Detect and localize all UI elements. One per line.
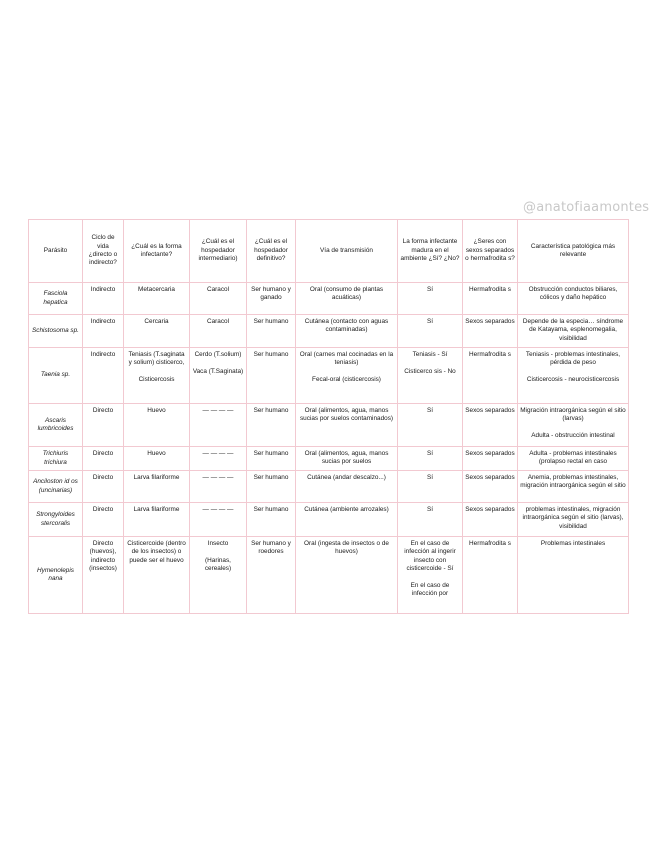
table-row: [29, 503, 629, 537]
table-cell: Metacercaria: [124, 283, 190, 315]
table-cell: Teniasis (T.saginata y solium) cisticerco, Cisticercosis: [124, 348, 190, 404]
parasite-name: Trichiuris trichiura: [29, 447, 83, 471]
header-row: [29, 220, 629, 283]
table-cell: Huevo: [124, 447, 190, 471]
table-cell: Caracol: [190, 315, 247, 348]
table-cell: Hermafrodita s: [463, 348, 518, 404]
table-cell: Ser humano: [247, 404, 296, 447]
header-cell: ¿Cuál es el hospedador definitivo?: [247, 220, 296, 283]
table-cell: Sí: [398, 404, 463, 447]
table-cell: Problemas intestinales: [518, 537, 629, 614]
parasite-name: Ascaris lumbricoides: [29, 404, 83, 447]
table-cell: Ser humano: [247, 447, 296, 471]
table-cell: Ser humano y roedores: [247, 537, 296, 614]
table-cell: Cutánea (andar descalzo...): [296, 471, 398, 503]
table-cell: En el caso de infección al ingerir insecto con cisticercoide - Sí En el caso de infección por: [398, 537, 463, 614]
parasite-name: Taenia sp.: [29, 348, 83, 404]
header-cell: ¿Cuál es la forma infectante?: [124, 220, 190, 283]
header-cell: Parásito: [29, 220, 83, 283]
table-cell: Adulta - problemas intestinales (prolapso rectal en caso: [518, 447, 629, 471]
table-cell: Cercaria: [124, 315, 190, 348]
parasite-name: Hymenolepis nana: [29, 537, 83, 614]
table-cell: Teniasis - problemas intestinales, pérdida de peso Cisticercosis - neurocisticercosis: [518, 348, 629, 404]
table-row: [29, 348, 629, 404]
table-cell: Sí: [398, 503, 463, 537]
table-cell: Sí: [398, 447, 463, 471]
table-cell: Cutánea (contacto con aguas contaminadas): [296, 315, 398, 348]
table-cell: — — — —: [190, 447, 247, 471]
table-cell: Obstrucción conductos biliares, cólicos y daño hepático: [518, 283, 629, 315]
table-cell: Sexos separados: [463, 471, 518, 503]
table-cell: — — — —: [190, 503, 247, 537]
table-cell: Directo: [83, 447, 124, 471]
table-cell: Directo: [83, 404, 124, 447]
header-cell: ¿Cuál es el hospedador intermediario): [190, 220, 247, 283]
table-cell: Teniasis - Sí Cisticerco sis - No: [398, 348, 463, 404]
table-cell: Cisticercoide (dentro de los insectos) o puede ser el huevo: [124, 537, 190, 614]
header-cell: La forma infectante madura en el ambiente ¿Sí? ¿No?: [398, 220, 463, 283]
table-cell: Directo (huevos), indirecto (insectos): [83, 537, 124, 614]
table-cell: Oral (carnes mal cocinadas en la teniasis) Fecal-oral (cisticercosis): [296, 348, 398, 404]
table-cell: Sexos separados: [463, 404, 518, 447]
table-cell: Indirecto: [83, 348, 124, 404]
table-cell: Anemia, problemas intestinales, migración intraorgánica según el sitio: [518, 471, 629, 503]
parasite-table: [28, 219, 629, 614]
table-row: [29, 315, 629, 348]
table-cell: Oral (consumo de plantas acuáticas): [296, 283, 398, 315]
table-cell: Cutánea (ambiente arrozales): [296, 503, 398, 537]
table-cell: Larva filariforme: [124, 503, 190, 537]
parasite-name: Fasciola hepatica: [29, 283, 83, 315]
table-cell: Migración intraorgánica según el sitio (larvas) Adulta - obstrucción intestinal: [518, 404, 629, 447]
table-row: [29, 404, 629, 447]
table-cell: Directo: [83, 503, 124, 537]
table-cell: — — — —: [190, 471, 247, 503]
table-cell: Ser humano: [247, 315, 296, 348]
table-row: [29, 471, 629, 503]
table-cell: Hermafrodita s: [463, 537, 518, 614]
header-cell: Ciclo de vida ¿directo o indirecto?: [83, 220, 124, 283]
table-cell: Insecto (Harinas, cereales): [190, 537, 247, 614]
table-cell: Ser humano: [247, 471, 296, 503]
table-cell: Sí: [398, 471, 463, 503]
table-cell: — — — —: [190, 404, 247, 447]
table-cell: Oral (alimentos, agua, manos sucias por suelos: [296, 447, 398, 471]
header-cell: Vía de transmisión: [296, 220, 398, 283]
parasite-name: Anciloston id os (uncinarias): [29, 471, 83, 503]
table-cell: Ser humano y ganado: [247, 283, 296, 315]
table-cell: Oral (ingesta de insectos o de huevos): [296, 537, 398, 614]
parasite-name: Schistosoma sp.: [29, 315, 83, 348]
table-cell: Huevo: [124, 404, 190, 447]
table-cell: Depende de la especia… síndrome de Katayama, esplenomegalia, visibilidad: [518, 315, 629, 348]
table-cell: Cerdo (T.solium) Vaca (T.Saginata): [190, 348, 247, 404]
table-cell: Sí: [398, 283, 463, 315]
table-cell: Directo: [83, 471, 124, 503]
table-row: [29, 447, 629, 471]
table-cell: Sexos separados: [463, 447, 518, 471]
table-cell: Caracol: [190, 283, 247, 315]
table-row: [29, 537, 629, 614]
table-cell: Ser humano: [247, 348, 296, 404]
table-cell: Sexos separados: [463, 503, 518, 537]
table-cell: Larva filariforme: [124, 471, 190, 503]
header-cell: ¿Seres con sexos separados o hermafrodita s?: [463, 220, 518, 283]
parasite-name: Strongyloides stercoralis: [29, 503, 83, 537]
header-cell: Característica patológica más relevante: [518, 220, 629, 283]
table-cell: Ser humano: [247, 503, 296, 537]
watermark-handle: @anatofiaamontes: [523, 200, 650, 215]
table-cell: Oral (alimentos, agua, manos sucias por suelos contaminados): [296, 404, 398, 447]
table-cell: Indirecto: [83, 283, 124, 315]
table-row: [29, 283, 629, 315]
table-cell: Hermafrodita s: [463, 283, 518, 315]
table-cell: Sí: [398, 315, 463, 348]
table-cell: Sexos separados: [463, 315, 518, 348]
table-cell: Indirecto: [83, 315, 124, 348]
table-cell: problemas intestinales, migración intraorgánica según el sitio (larvas), visibilidad: [518, 503, 629, 537]
